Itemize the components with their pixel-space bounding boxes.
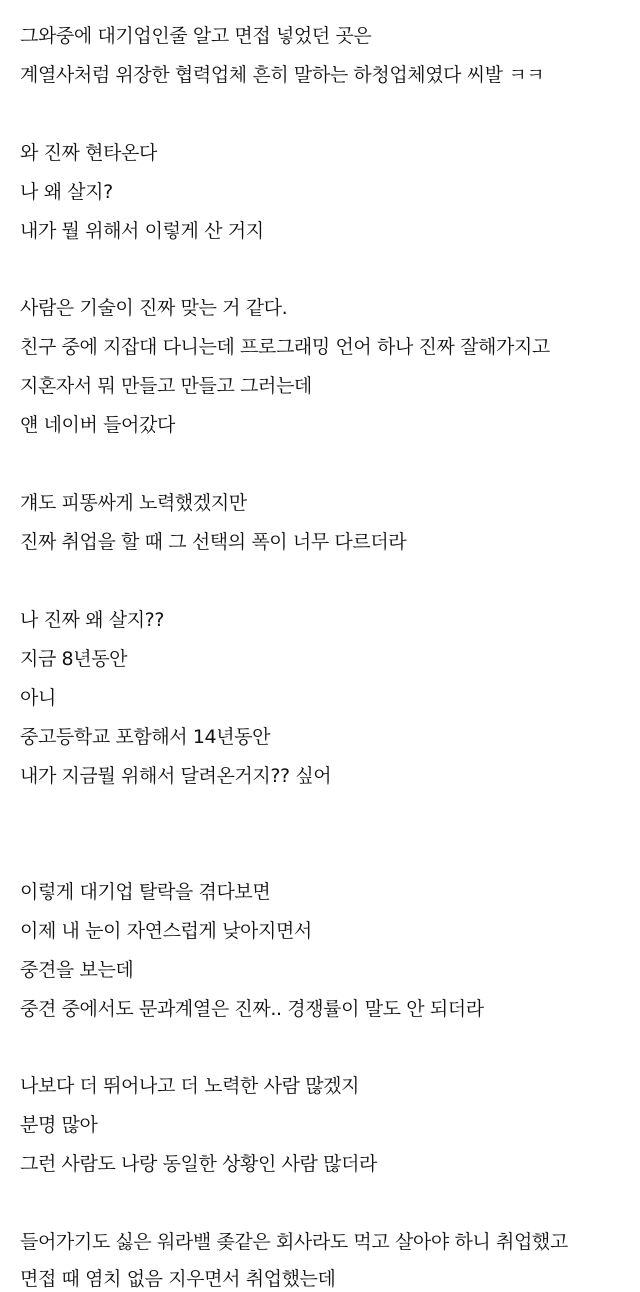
text-line: 나 왜 살지? [20,181,113,203]
text-line: 이제 내 눈이 자연스럽게 낮아지면서 [20,920,312,942]
text-line: 내가 지금뭘 위해서 달려온거지?? 싶어 [20,765,332,787]
text-line: 사람은 기술이 진짜 맞는 거 같다. [20,297,288,319]
text-line: 진짜 취업을 할 때 그 선택의 폭이 너무 다르더라 [20,531,407,553]
text-line: 분명 많아 [20,1114,98,1136]
text-line: 아니 [20,687,56,709]
text-line: 와 진짜 현타온다 [20,142,157,164]
text-line: 중견을 보는데 [20,959,134,981]
text-line: 지금 8년동안 [20,648,128,670]
text-line: 걔도 피똥싸게 노력했겠지만 [20,492,247,514]
text-line: 중고등학교 포함해서 14년동안 [20,726,271,748]
text-line: 그와중에 대기업인줄 알고 면접 넣었던 곳은 [20,25,372,47]
text-line: 얜 네이버 들어갔다 [20,414,175,436]
text-line: 계열사처럼 위장한 협력업체 흔히 말하는 하청업체였다 씨발 ㅋㅋ [20,64,545,86]
text-line: 나보다 더 뛰어나고 더 노력한 사람 많겠지 [20,1075,360,1097]
text-line: 이렇게 대기업 탈락을 겪다보면 [20,881,271,903]
text-line: 나 진짜 왜 살지?? [20,609,165,631]
text-line: 들어가기도 싫은 워라밸 좆같은 회사라도 먹고 살아야 하니 취업했고 [20,1231,568,1253]
text-line: 그런 사람도 나랑 동일한 상황인 사람 많더라 [20,1153,378,1175]
text-line: 면접 때 염치 없음 지우면서 취업했는데 [20,1268,336,1290]
text-line: 중견 중에서도 문과계열은 진짜.. 경쟁률이 말도 안 되더라 [20,998,484,1020]
text-line: 친구 중에 지잡대 다니는데 프로그래밍 언어 하나 진짜 잘해가지고 [20,336,550,358]
text-line: 내가 뭘 위해서 이렇게 산 거지 [20,220,264,242]
text-line: 지혼자서 뭐 만들고 만들고 그러는데 [20,375,312,397]
